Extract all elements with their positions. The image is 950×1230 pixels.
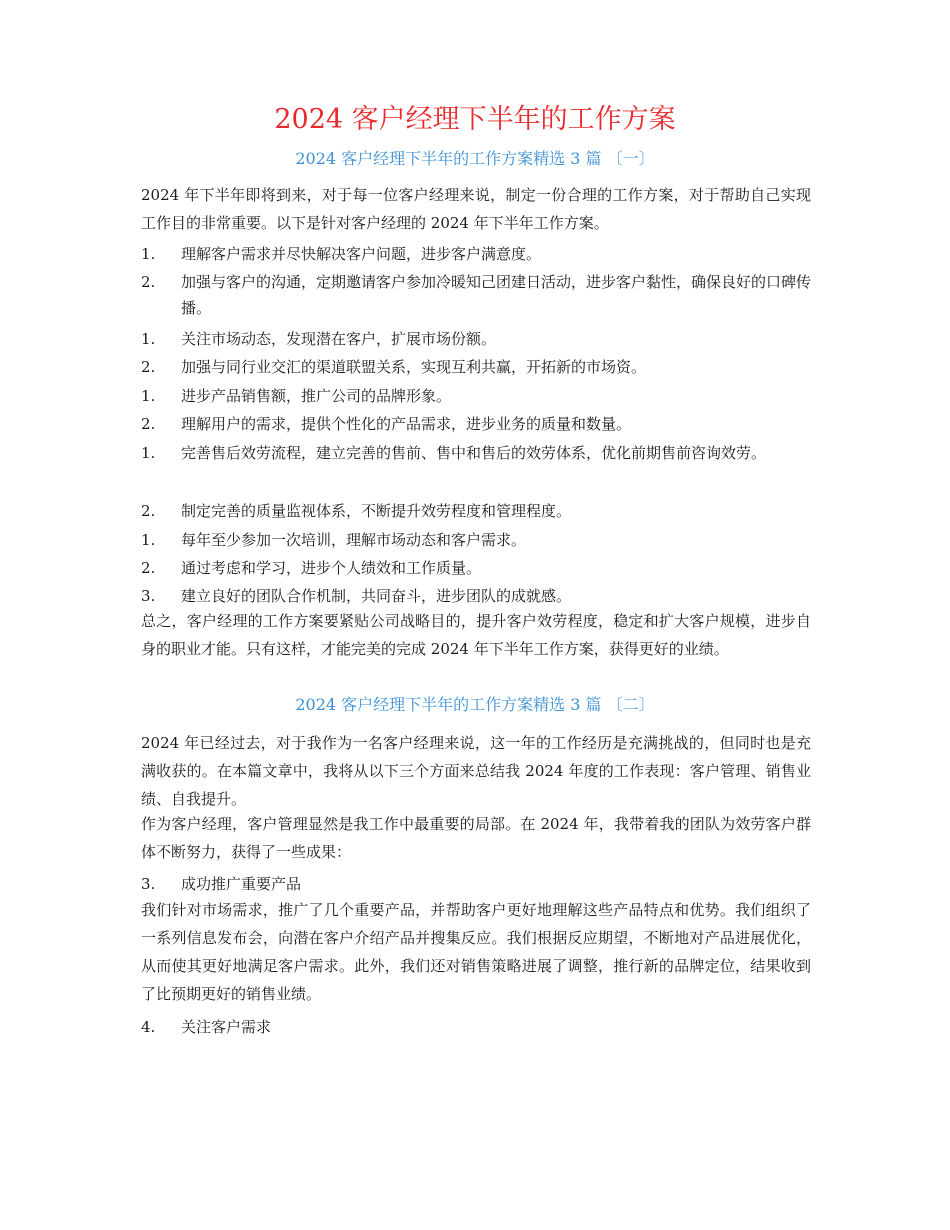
list-item-text: 成功推广重要产品 — [181, 875, 302, 893]
section-1-intro: 2024 年下半年即将到来，对于每一位客户经理来说，制定一份合理的工作方案，对于帮助自己实现工作目的非常重要。以下是针对客户经理的 2024 年下半年工作方案。 — [141, 186, 811, 232]
list-item-number: 2. — [141, 415, 156, 433]
list-item-text: 理解用户的需求，提供个性化的产品需求，进步业务的质量和数量。 — [181, 415, 632, 433]
list-item — [141, 871, 811, 897]
section-1-heading: 2024 客户经理下半年的工作方案精选 3 篇 〔一〕 — [295, 149, 655, 168]
list-item — [141, 326, 811, 352]
list-item — [141, 383, 811, 409]
section-2-body: 我们针对市场需求，推广了几个重要产品，并帮助客户更好地理解这些产品特点和优势。我们组织了一系列信息发布会，向潜在客户介绍产品并搜集反应。我们根据反应期望，不断地对产品进展优化，从而使其更好地满足客户需求。此外，我们还对销售策略进展了调整，推行新的品牌定位，结果收到了比预期更好的销售业绩。 — [141, 901, 811, 1003]
document-title: 2024 客户经理下半年的工作方案 — [274, 104, 676, 135]
list-item — [141, 583, 811, 609]
list-item-number: 1. — [141, 531, 156, 549]
list-item-text: 关注客户需求 — [181, 1018, 272, 1036]
list-item — [141, 411, 811, 437]
list-item-text: 完善售后效劳流程，建立完善的售前、售中和售后的效劳体系，优化前期售前咨询效劳。 — [181, 444, 767, 462]
list-item-number: 1. — [141, 387, 156, 405]
list-item-text: 关注市场动态，发现潜在客户，扩展市场份额。 — [181, 330, 497, 348]
list-item — [141, 269, 811, 321]
list-item-number: 1. — [141, 330, 156, 348]
list-item-number: 2. — [141, 273, 156, 291]
list-item-number: 4. — [141, 1018, 156, 1036]
list-item — [141, 555, 811, 581]
list-item-number: 1. — [141, 444, 156, 462]
section-2-paragraph: 作为客户经理，客户管理显然是我工作中最重要的局部。在 2024 年，我带着我的团队为效劳客户群体不断努力，获得了一些成果： — [141, 815, 811, 861]
list-item — [141, 498, 811, 524]
list-item-number: 3. — [141, 587, 156, 605]
list-item-text: 理解客户需求并尽快解决客户问题，进步客户满意度。 — [181, 245, 542, 263]
list-item-number: 2. — [141, 559, 156, 577]
section-2-heading: 2024 客户经理下半年的工作方案精选 3 篇 〔二〕 — [295, 695, 655, 714]
list-item-text: 加强与同行业交汇的渠道联盟关系，实现互利共赢，开拓新的市场资。 — [181, 358, 647, 376]
list-item — [141, 440, 811, 466]
list-item-text: 每年至少参加一次培训，理解市场动态和客户需求。 — [181, 531, 527, 549]
list-item — [141, 241, 811, 267]
list-item-number: 3. — [141, 875, 156, 893]
list-item-number: 2. — [141, 502, 156, 520]
list-item — [141, 1014, 811, 1040]
list-item-text: 建立良好的团队合作机制，共同奋斗，进步团队的成就感。 — [181, 587, 572, 605]
section-1-conclusion: 总之，客户经理的工作方案要紧贴公司战略目的，提升客户效劳程度，稳定和扩大客户规模，进步自身的职业才能。只有这样，才能完美的完成 2024 年下半年工作方案，获得更好的业绩。 — [141, 612, 811, 658]
list-item — [141, 354, 811, 380]
list-item-text: 加强与客户的沟通，定期邀请客户参加冷暖知己团建日活动，进步客户黏性，确保良好的口碑传播。 — [181, 273, 812, 317]
list-item — [141, 527, 811, 553]
list-item-text: 进步产品销售额，推广公司的品牌形象。 — [181, 387, 452, 405]
list-item-number: 1. — [141, 245, 156, 263]
list-item-text: 通过考虑和学习，进步个人绩效和工作质量。 — [181, 559, 482, 577]
section-2-intro: 2024 年已经过去，对于我作为一名客户经理来说，这一年的工作经历是充满挑战的，但同时也是充满收获的。在本篇文章中，我将从以下三个方面来总结我 2024 年度的工作表现：客户管理、销售业绩、自我提升。 — [141, 734, 811, 808]
list-item-number: 2. — [141, 358, 156, 376]
list-item-text: 制定完善的质量监视体系，不断提升效劳程度和管理程度。 — [181, 502, 572, 520]
